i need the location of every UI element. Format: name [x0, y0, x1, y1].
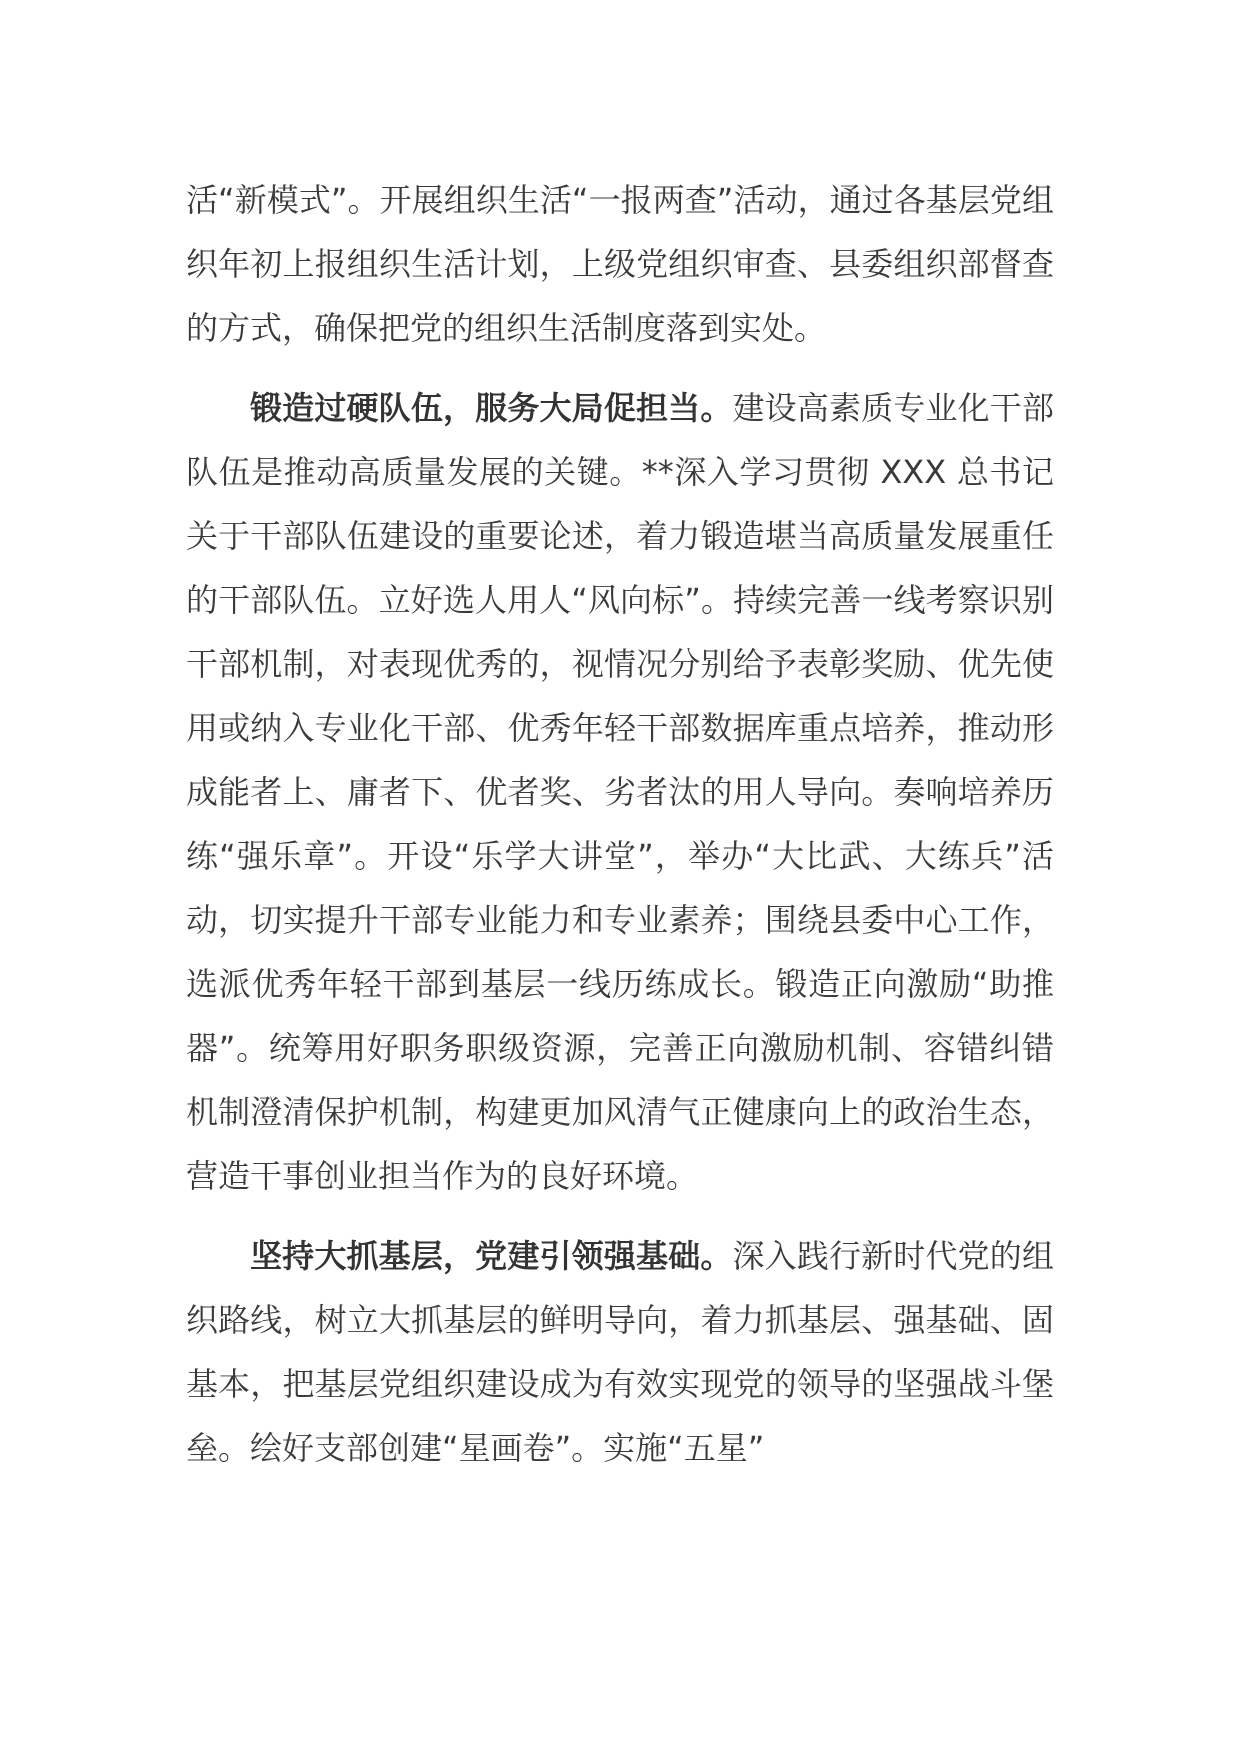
paragraph-text: 建设高素质专业化干部队伍是推动高质量发展的关键。**深入学习贯彻 XXX 总书记关于干部队伍建设的重要论述，着力锻造堪当高质量发展重任的干部队伍。立好选人用人“风向标”。持续完善一线考察识别干部机制，对表现优秀的，视情况分别给予表彰奖励、优先使用或纳入专业化干部、优秀年轻干部数据库重点培养，推动形成能者上、庸者下、优者奖、劣者汰的用人导向。奏响培养历练“强乐章”。开设“乐学大讲堂”，举办“大比武、大练兵”活动，切实提升干部专业能力和专业素养；围绕县委中心工作，选派优秀年轻干部到基层一线历练成长。锻造正向激励“助推器”。统筹用好职务职级资源，完善正向激励机制、容错纠错机制澄清保护机制，构建更加风清气正健康向上的政治生态，营造干事创业担当作为的良好环境。: [186, 389, 1054, 1195]
paragraph-cadre-team: [186, 376, 1054, 1208]
paragraph-grassroots: [186, 1224, 1054, 1480]
paragraph-continuation: [186, 168, 1054, 360]
paragraph-text: 活“新模式”。开展组织生活“一报两查”活动，通过各基层党组织年初上报组织生活计划，上级党组织审查、县委组织部督查的方式，确保把党的组织生活制度落到实处。: [186, 181, 1054, 347]
paragraph-text: 深入践行新时代党的组织路线，树立大抓基层的鲜明导向，着力抓基层、强基础、固基本，把基层党组织建设成为有效实现党的领导的坚强战斗堡垒。绘好支部创建“星画卷”。实施“五星”: [186, 1237, 1054, 1467]
paragraph-heading: 坚持大抓基层，党建引领强基础。: [250, 1237, 733, 1275]
document-body: [186, 168, 1054, 1496]
paragraph-heading: 锻造过硬队伍，服务大局促担当。: [250, 389, 733, 427]
